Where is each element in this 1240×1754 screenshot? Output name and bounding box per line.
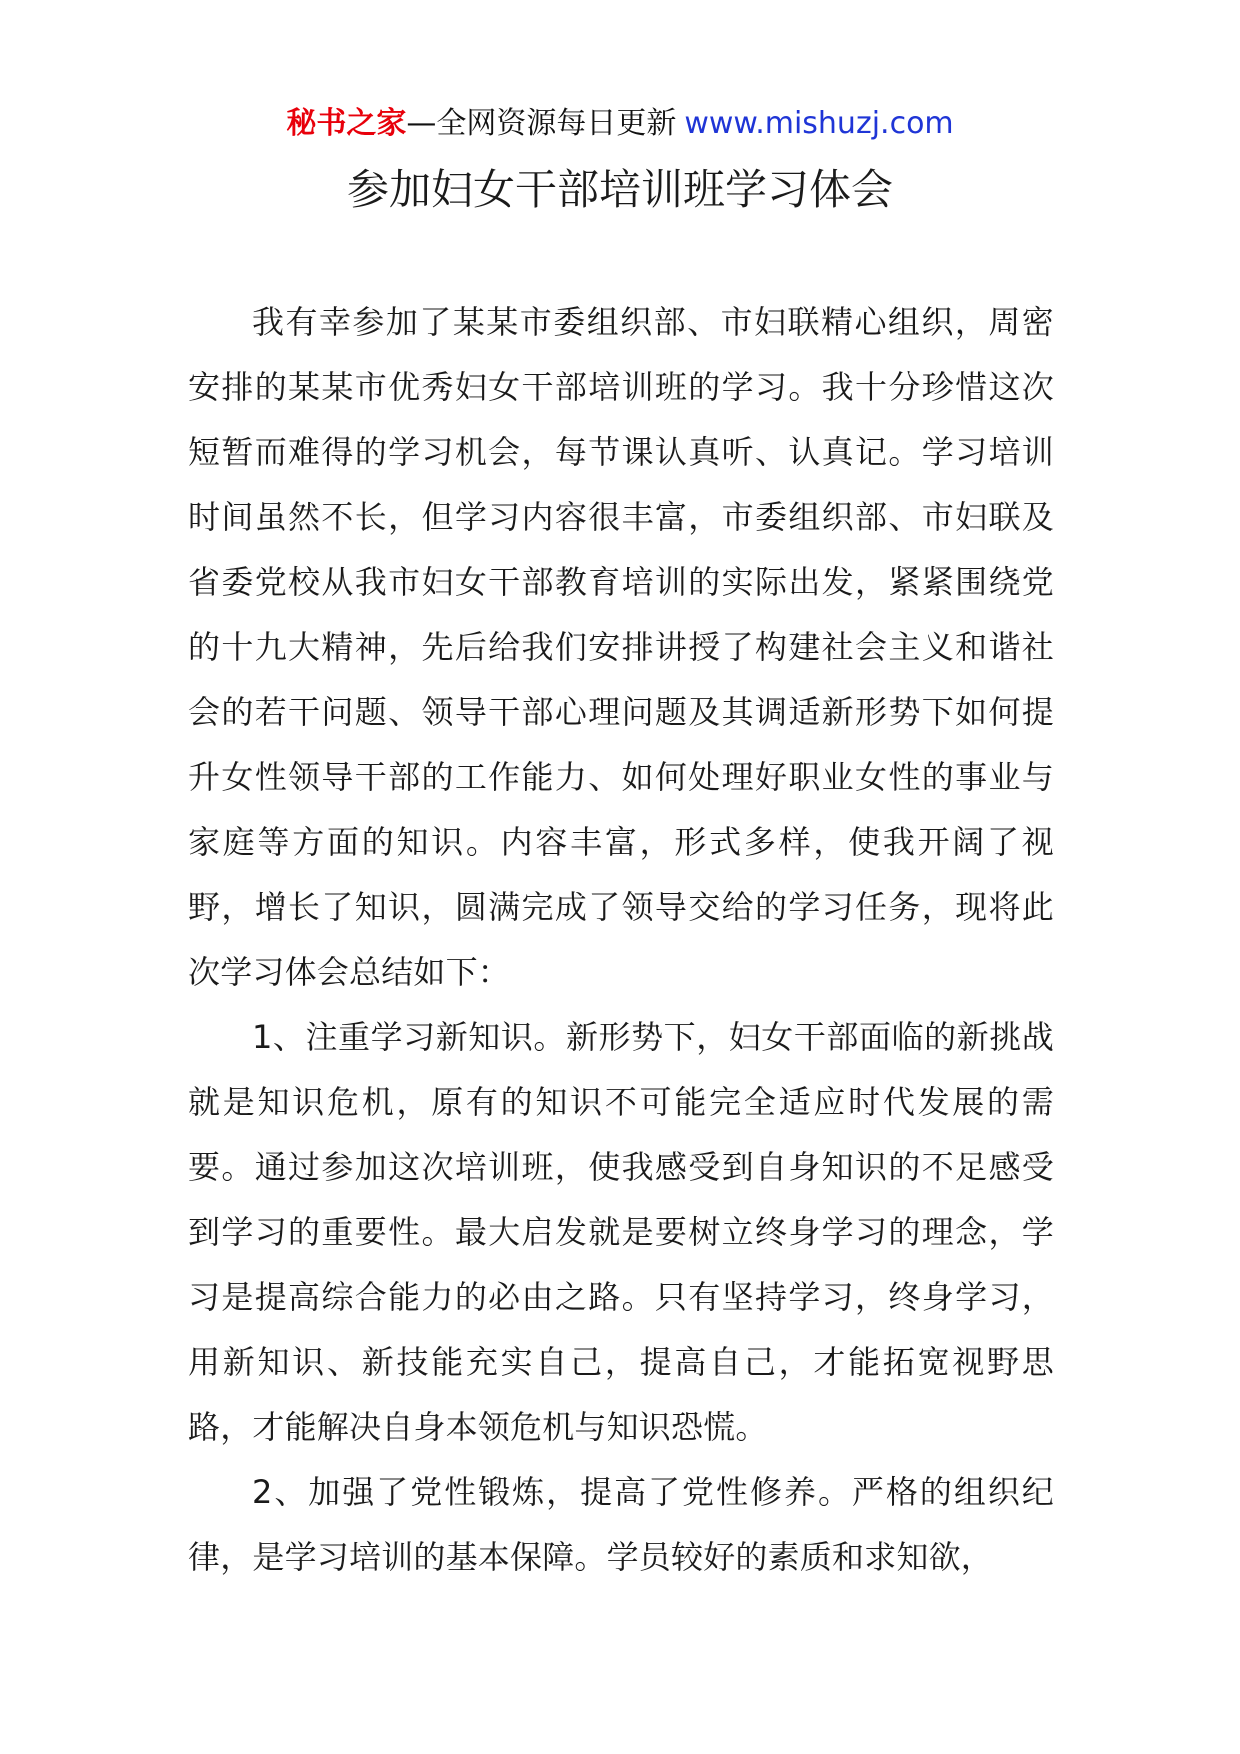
paragraph-point-1: 1、注重学习新知识。新形势下，妇女干部面临的新挑战就是知识危机，原有的知识不可能完全适应时代发展的需要。通过参加这次培训班，使我感受到自身知识的不足感受到学习的重要性。最大启发就是要树立终身学习的理念，学习是提高综合能力的必由之路。只有坚持学习，终身学习，用新知识、新技能充实自己，提高自己，才能拓宽视野思路，才能解决自身本领危机与知识恐慌。 xyxy=(188,1018,1054,1446)
site-header xyxy=(0,102,1240,146)
document-title: 参加妇女干部培训班学习体会 xyxy=(346,165,893,214)
site-tagline: —全网资源每日更新 xyxy=(406,106,677,141)
paragraph-point-2: 2、加强了党性锻炼，提高了党性修养。严格的组织纪律，是学习培训的基本保障。学员较好的素质和求知欲， xyxy=(188,1473,1054,1576)
site-url-link[interactable]: www.mishuzj.com xyxy=(684,106,954,141)
paragraph-intro: 我有幸参加了某某市委组织部、市妇联精心组织，周密安排的某某市优秀妇女干部培训班的学习。我十分珍惜这次短暂而难得的学习机会，每节课认真听、认真记。学习培训时间虽然不长，但学习内容很丰富，市委组织部、市妇联及省委党校从我市妇女干部教育培训的实际出发，紧紧围绕党的十九大精神，先后给我们安排讲授了构建社会主义和谐社会的若干问题、领导干部心理问题及其调适新形势下如何提升女性领导干部的工作能力、如何处理好职业女性的事业与家庭等方面的知识。内容丰富，形式多样，使我开阔了视野，增长了知识，圆满完成了领导交给的学习任务，现将此次学习体会总结如下： xyxy=(188,303,1054,991)
document-body xyxy=(188,290,1054,1590)
brand-name: 秘书之家 xyxy=(286,106,407,141)
